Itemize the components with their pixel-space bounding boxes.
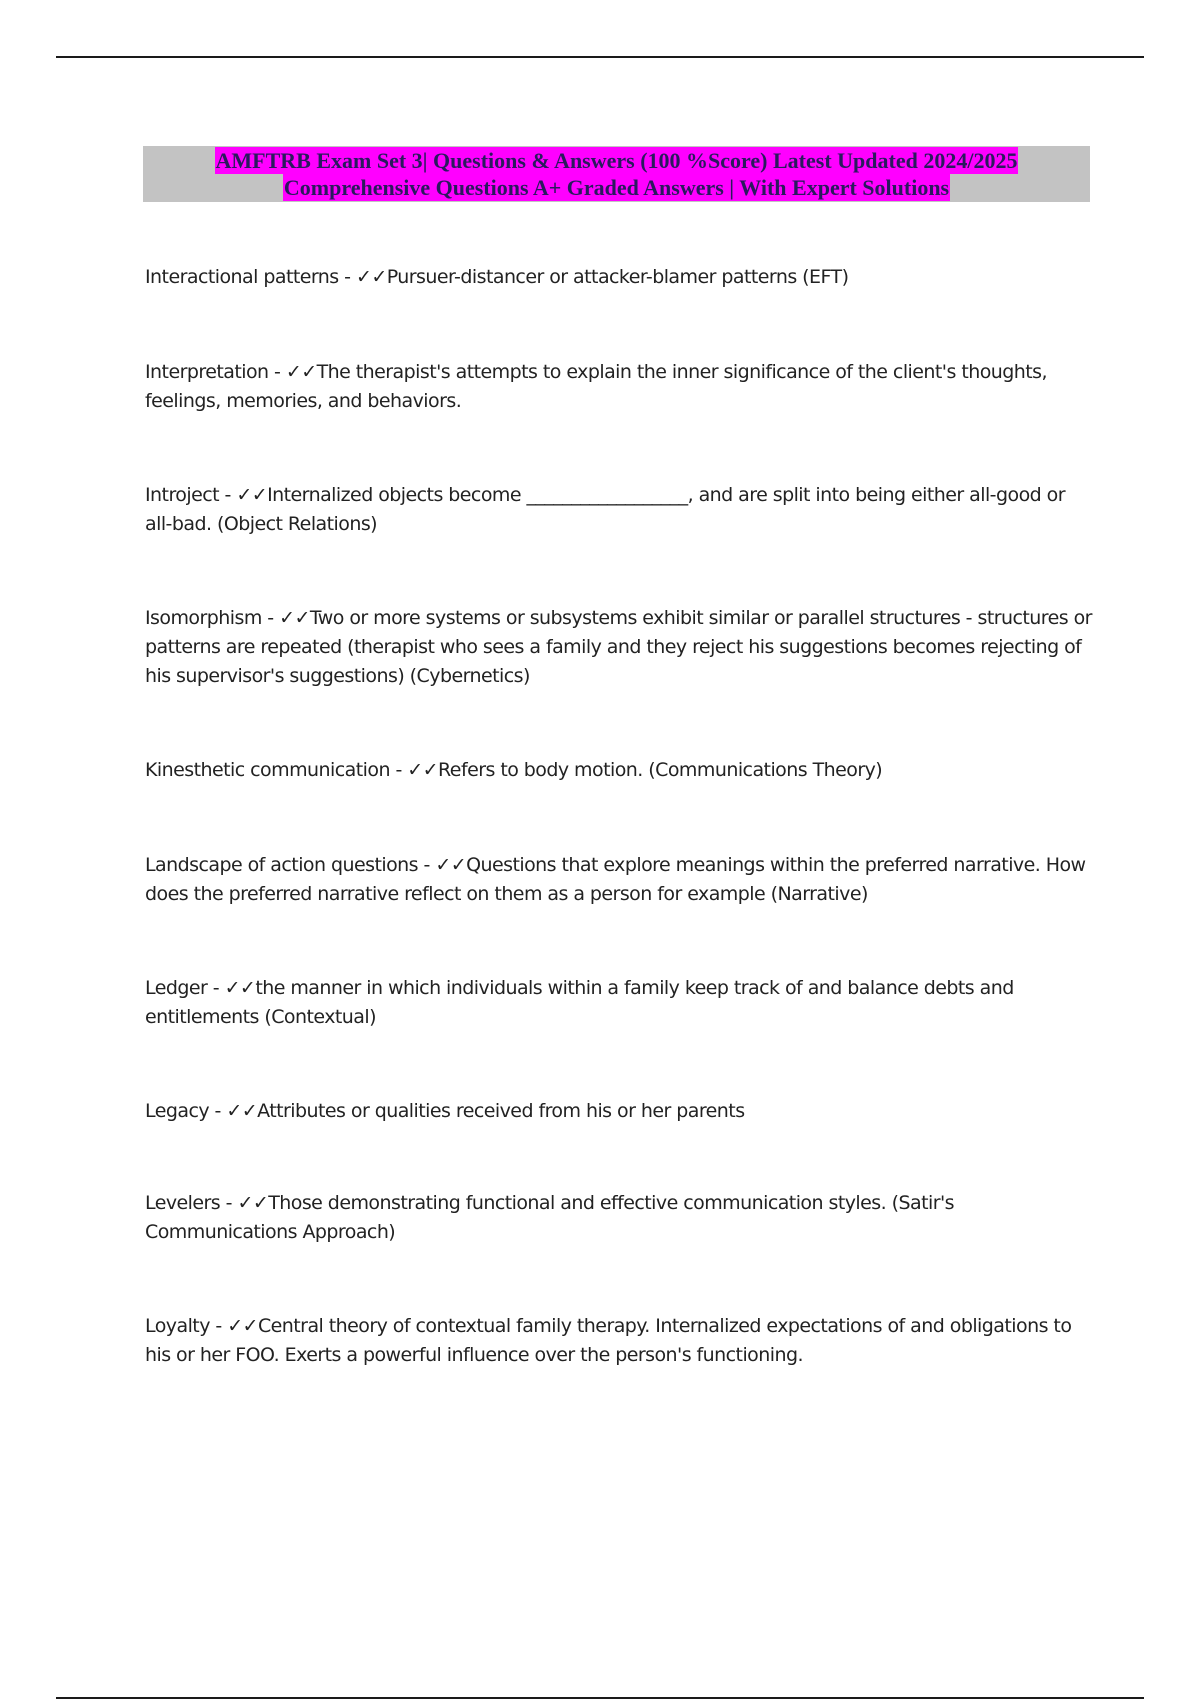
glossary-entry-landscape-of-action-questions <box>145 851 1095 909</box>
double-check-icon: ✓✓ <box>279 607 310 629</box>
entry-definition: The therapist's attempts to explain the inner significance of the client's thoughts, feelings, memories, and behaviors. <box>145 361 1048 412</box>
double-check-icon: ✓✓ <box>226 1100 258 1122</box>
entry-separator: - <box>207 977 225 999</box>
double-check-icon: ✓✓ <box>237 1192 269 1214</box>
title-line-2: Comprehensive Questions A+ Graded Answers | With Expert Solutions <box>283 175 950 200</box>
double-check-icon: ✓✓ <box>435 854 467 876</box>
entry-separator: - <box>219 484 237 506</box>
glossary-entry-isomorphism <box>145 604 1095 691</box>
entry-definition: Pursuer-distancer or attacker-blamer patterns (EFT) <box>386 266 849 288</box>
entry-separator: - <box>261 607 280 629</box>
entry-separator: - <box>389 759 408 781</box>
entry-definition: Questions that explore meanings within the preferred narrative. How does the preferred narrative reflect on them as a person for example (Narrative) <box>145 854 1086 905</box>
top-rule <box>56 56 1144 58</box>
double-check-icon: ✓✓ <box>407 759 438 781</box>
entry-definition: Refers to body motion. (Communications Theory) <box>438 759 883 781</box>
double-check-icon: ✓✓ <box>224 977 256 999</box>
double-check-icon: ✓✓ <box>236 484 268 506</box>
entry-definition: Those demonstrating functional and effective communication styles. (Satir's Communications Approach) <box>145 1192 955 1243</box>
glossary-entry-interpretation <box>145 358 1095 416</box>
glossary-entry-levelers <box>145 1189 1095 1247</box>
glossary-entry-legacy <box>145 1097 1095 1126</box>
entry-term: Legacy <box>145 1100 210 1122</box>
entry-term: Landscape of action questions <box>145 854 419 876</box>
entry-separator: - <box>209 1100 227 1122</box>
entry-separator: - <box>209 1315 228 1337</box>
glossary-entry-introject <box>145 481 1095 539</box>
entry-definition: Internalized objects become __________________, and are split into being either all-good or all-bad. (Object Relations) <box>145 484 1065 535</box>
entry-term: Kinesthetic communication <box>145 759 390 781</box>
entry-term: Isomorphism <box>145 607 262 629</box>
entry-term: Loyalty <box>145 1315 210 1337</box>
document-title-block <box>143 146 1090 202</box>
entry-term: Levelers <box>145 1192 221 1214</box>
double-check-icon: ✓✓ <box>285 361 317 383</box>
entry-definition: Two or more systems or subsystems exhibit similar or parallel structures - structures or patterns are repeated (therapist who sees a family and they reject his suggestions becomes rejecting of his supervisor's suggestions) (Cybernetics) <box>145 607 1092 687</box>
entry-definition: Attributes or qualities received from his or her parents <box>257 1100 745 1122</box>
entry-term: Interactional patterns <box>145 266 339 288</box>
glossary-entry-kinesthetic-communication <box>145 756 1095 785</box>
glossary-entry-ledger <box>145 974 1095 1032</box>
entry-separator: - <box>338 266 356 288</box>
bottom-rule <box>56 1697 1144 1699</box>
title-line-1: AMFTRB Exam Set 3| Questions & Answers (100 %Score) Latest Updated 2024/2025 <box>215 148 1018 173</box>
entry-definition: the manner in which individuals within a family keep track of and balance debts and entitlements (Contextual) <box>145 977 1014 1028</box>
entry-separator: - <box>268 361 286 383</box>
entry-separator: - <box>220 1192 238 1214</box>
double-check-icon: ✓✓ <box>355 266 387 288</box>
entry-separator: - <box>418 854 436 876</box>
glossary-entry-interactional-patterns <box>145 263 1095 292</box>
double-check-icon: ✓✓ <box>227 1315 258 1337</box>
entry-definition: Central theory of contextual family therapy. Internalized expectations of and obligations to his or her FOO. Exerts a powerful influence over the person's functioning. <box>145 1315 1072 1366</box>
entry-term: Introject <box>145 484 220 506</box>
entry-term: Ledger <box>145 977 208 999</box>
entry-term: Interpretation <box>145 361 269 383</box>
glossary-entry-loyalty <box>145 1312 1095 1370</box>
